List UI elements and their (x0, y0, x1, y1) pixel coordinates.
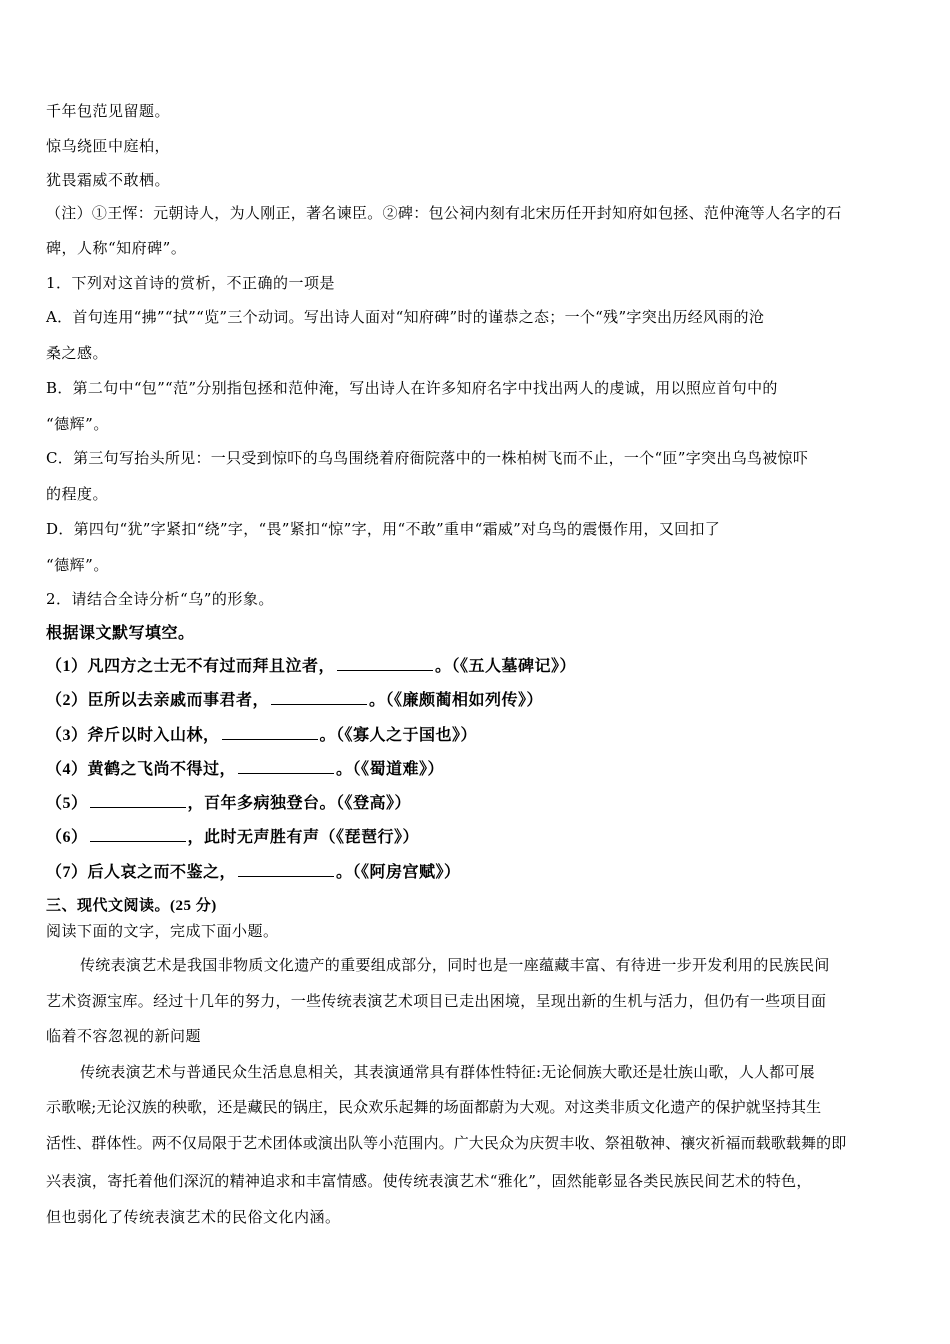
passage-p2-line-2: 示歌喉;无论汉族的秧歌，还是藏民的锅庄，民众欢乐起舞的场面都蔚为大观。对这类非质文化遗产的保护就坚持其生 (46, 1098, 822, 1116)
passage-p2-line-5: 但也弱化了传统表演艺术的民俗文化内涵。 (46, 1208, 341, 1226)
fill-item-text: （2）臣所以去亲戚而事君者， (46, 692, 270, 709)
q1-option-a-line-1: A．首句连用“拂”“拭”“览”三个动词。写出诗人面对“知府碑”时的谨恭之态；一个“残”字突出历经风雨的沧 (46, 308, 765, 326)
fill-blank[interactable] (90, 827, 186, 842)
fill-blank[interactable] (238, 759, 334, 774)
fill-item-source: ，百年多病独登台。（《登高》） (187, 795, 412, 812)
q1-option-b-line-1: B．第二句中“包”“范”分别指包拯和范仲淹，写出诗人在许多知府名字中找出两人的虔诚，用以照应首句中的 (46, 379, 778, 397)
poem-line-2: 惊乌绕匝中庭柏， (46, 137, 171, 155)
fill-item-1 (46, 656, 910, 678)
fill-blank[interactable] (337, 656, 433, 671)
poem-line-3: 犹畏霜威不敢栖。 (46, 171, 171, 189)
fill-item-source: 。（《寡人之于国也》） (319, 727, 478, 744)
fill-item-source: 。（《阿房宫赋》） (336, 864, 461, 881)
passage-p1-line-1: 传统表演艺术是我国非物质文化遗产的重要组成部分，同时也是一座蕴藏丰富、有待进一步开发利用的民族民间 (80, 956, 830, 974)
q1-stem: 1．下列对这首诗的赏析，不正确的一项是 (46, 274, 336, 292)
passage-p2-line-4: 兴表演，寄托着他们深沉的精神追求和丰富情感。使传统表演艺术“雅化”，固然能彰显各类民族民间艺术的特色， (46, 1172, 812, 1190)
q1-option-a-line-2: 桑之感。 (46, 344, 109, 362)
fill-item-7 (46, 862, 910, 884)
fill-section-title: 根据课文默写填空。 (46, 625, 195, 642)
fill-item-3 (46, 725, 910, 747)
fill-item-text: （1）凡四方之士无不有过而拜且泣者， (46, 658, 336, 675)
fill-item-6 (46, 827, 910, 849)
passage-p2-line-3: 活性、群体性。两不仅局限于艺术团体或演出队等小范围内。广大民众为庆贺丰收、祭祖敬神、禳灾祈福而载歌载舞的即 (46, 1134, 847, 1152)
fill-blank[interactable] (222, 725, 318, 740)
section3-title: 三、现代文阅读。(25 分) (46, 898, 217, 914)
fill-item-text: （3）斧斤以时入山林， (46, 727, 220, 744)
fill-blank[interactable] (238, 862, 334, 877)
fill-item-2 (46, 690, 910, 712)
fill-item-5 (46, 793, 910, 815)
fill-item-source: 。（《五人墓碑记》） (435, 658, 577, 675)
fill-blank[interactable] (271, 690, 367, 705)
q1-option-d-line-1: D．第四句“犹”字紧扣“绕”字，“畏”紧扣“惊”字，用“不敢”重申“霜威”对乌鸟的震慑作用，又回扣了 (46, 520, 721, 538)
note-line-2: 碑，人称“知府碑”。 (46, 239, 187, 257)
fill-item-text: （7）后人哀之而不鉴之， (46, 864, 237, 881)
fill-blank[interactable] (90, 793, 186, 808)
q1-option-b-line-2: “德辉”。 (46, 415, 109, 433)
fill-item-source: 。（《蜀道难》） (336, 761, 445, 778)
q1-option-c-line-1: C．第三句写抬头所见：一只受到惊吓的乌鸟围绕着府衙院落中的一株柏树飞而不止，一个“匝”字突出乌鸟被惊吓 (46, 449, 809, 467)
passage-p2-line-1: 传统表演艺术与普通民众生活息息相关，其表演通常具有群体性特征:无论侗族大歌还是壮族山歌，人人都可展 (80, 1063, 815, 1081)
fill-item-text: （5） (46, 795, 88, 812)
note-line-1: （注）①王恽：元朝诗人，为人刚正，著名谏臣。②碑：包公祠内刻有北宋历任开封知府如包拯、范仲淹等人名字的石 (46, 204, 842, 222)
section3-intro: 阅读下面的文字，完成下面小题。 (46, 922, 279, 940)
passage-p1-line-3: 临着不容忽视的新问题 (46, 1027, 202, 1045)
q2-stem: 2．请结合全诗分析“乌”的形象。 (46, 590, 274, 608)
q1-option-d-line-2: “德辉”。 (46, 556, 109, 574)
passage-p1-line-2: 艺术资源宝库。经过十几年的努力，一些传统表演艺术项目已走出困境，呈现出新的生机与活力，但仍有一些项目面 (46, 992, 827, 1010)
fill-item-text: （6） (46, 829, 88, 846)
fill-item-source: 。（《廉颇蔺相如列传》） (369, 692, 544, 709)
poem-line-1: 千年包范见留题。 (46, 102, 171, 120)
fill-item-4 (46, 759, 910, 781)
q1-option-c-line-2: 的程度。 (46, 485, 109, 503)
fill-item-text: （4）黄鹤之飞尚不得过， (46, 761, 237, 778)
fill-item-source: ，此时无声胜有声（《琵琶行》） (187, 829, 420, 846)
